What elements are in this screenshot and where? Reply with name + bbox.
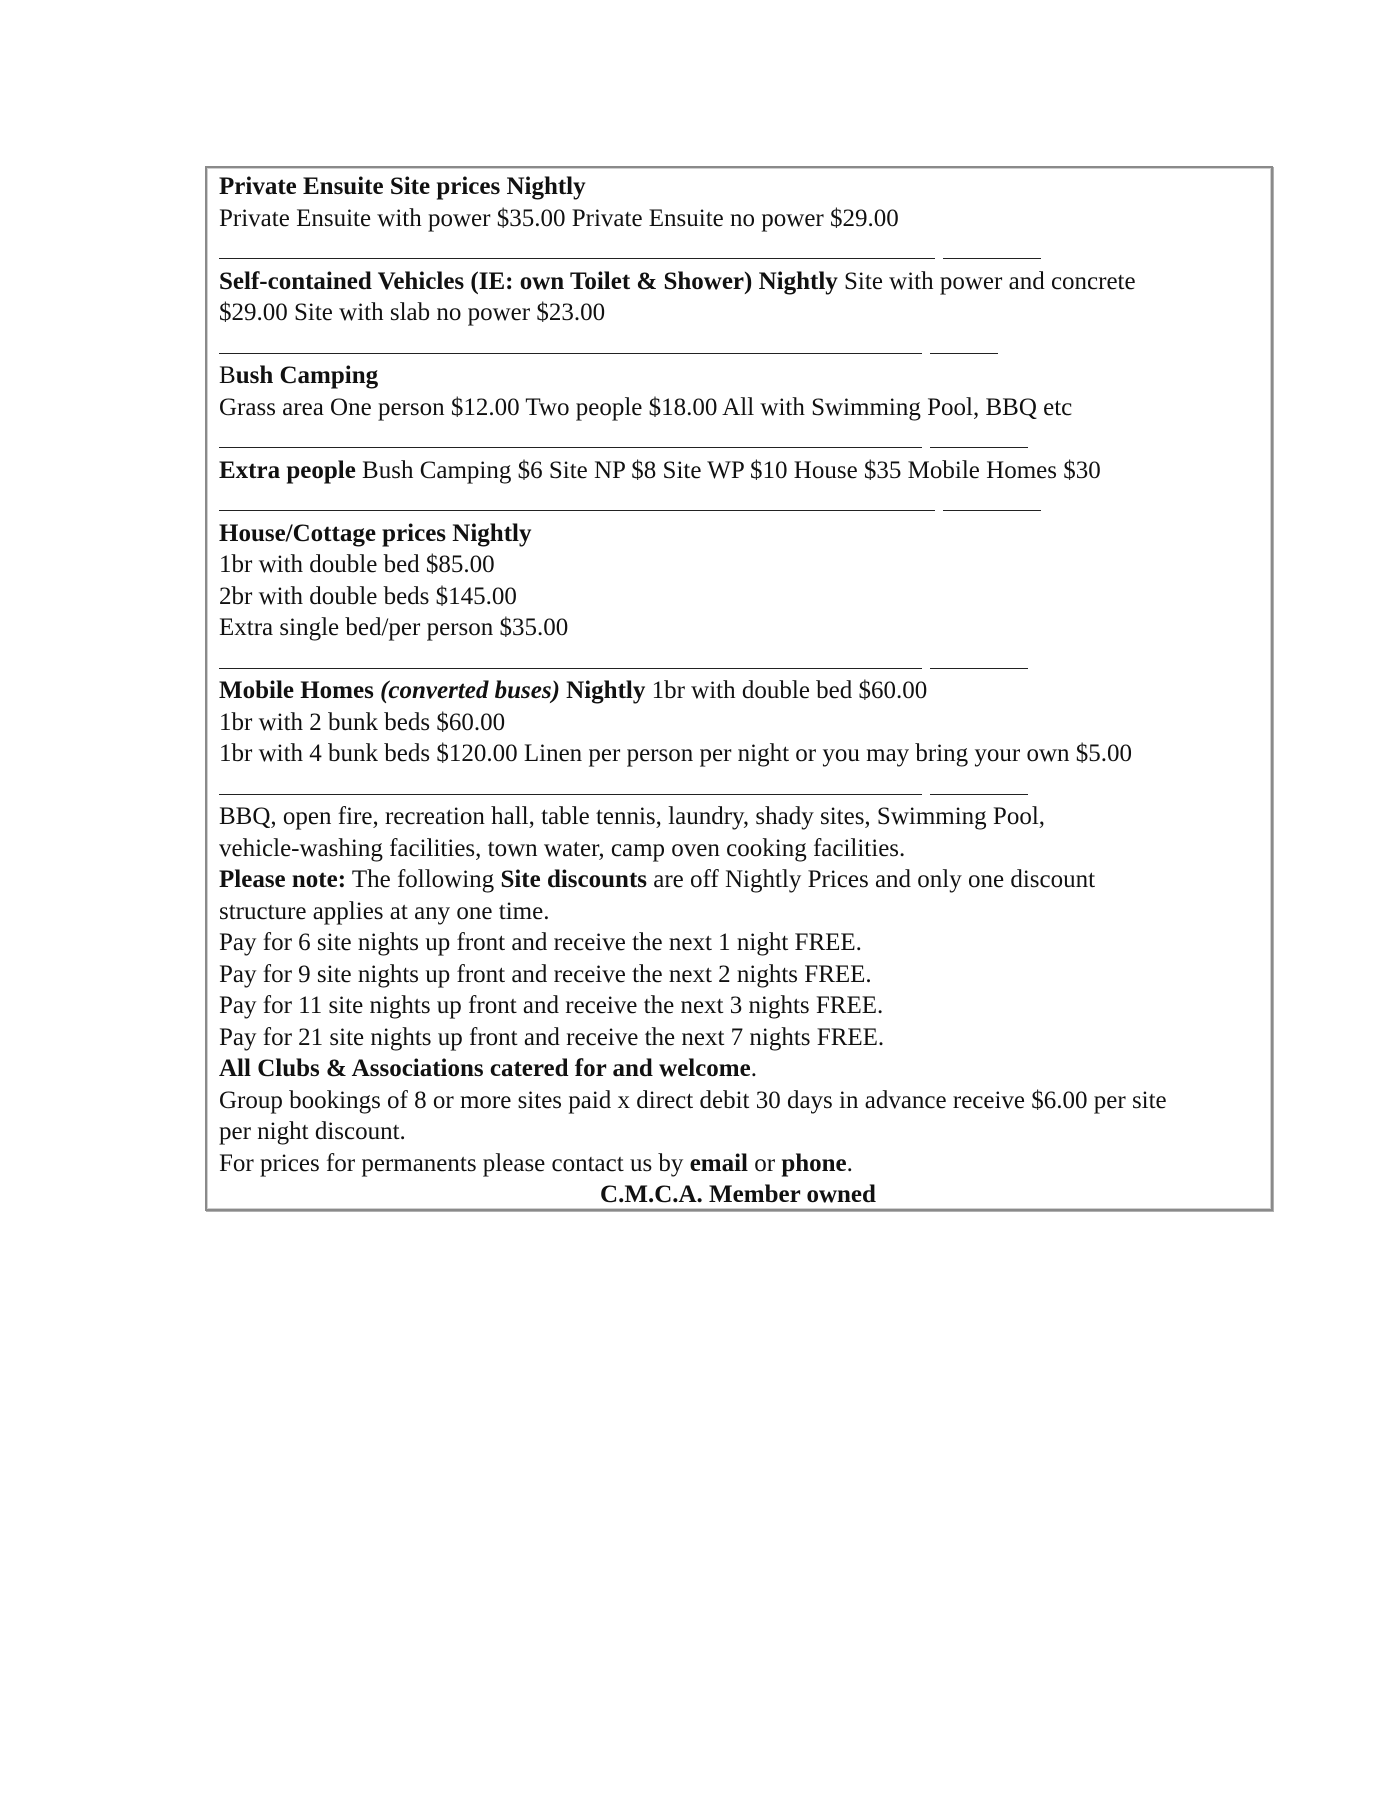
site-discounts-label: Site discounts: [500, 866, 647, 893]
clubs-welcome-line: All Clubs & Associations catered for and welcome.: [219, 1055, 757, 1082]
group-bookings-line-2: per night discount.: [219, 1118, 406, 1145]
phone-label: phone: [781, 1149, 847, 1177]
house-price-item: 1br with double bed $85.00: [219, 551, 495, 578]
extra-people-prices: Bush Camping $6 Site NP $8 Site WP $10 House $35 Mobile Homes $30: [355, 456, 1101, 484]
member-owned-footer: C.M.C.A. Member owned: [600, 1181, 876, 1208]
mobile-homes-price-2: 1br with 2 bunk beds $60.00: [219, 708, 506, 736]
facilities-line-1: BBQ, open fire, recreation hall, table tennis, laundry, shady sites, Swimming Pool,: [219, 803, 1046, 830]
divider-rule: [219, 486, 1257, 518]
bush-camping-prices: Grass area One person $12.00 Two people $18.00 All with Swimming Pool, BBQ etc: [219, 393, 1073, 421]
discount-offer: Pay for 9 site nights up front and receive the next 2 nights FREE.: [219, 960, 872, 988]
ensuite-prices: Private Ensuite with power $35.00 Private Ensuite no power $29.00: [219, 204, 899, 232]
discount-offer: Pay for 6 site nights up front and receive the next 1 night FREE.: [219, 929, 862, 956]
divider-rule: [219, 234, 1257, 266]
self-contained-prices-2: $29.00 Site with slab no power $23.00: [219, 299, 606, 326]
bush-camping-heading: Bush Camping: [219, 362, 379, 389]
facilities-line-2: vehicle-washing facilities, town water, camp oven cooking facilities.: [219, 834, 906, 862]
discount-offer: Pay for 11 site nights up front and receive the next 3 nights FREE.: [219, 992, 884, 1019]
please-note-line: Please note: The following Site discounts are off Nightly Prices and only one discount: [219, 866, 1096, 893]
divider-rule: [219, 423, 1257, 455]
extra-people-line: [219, 455, 1257, 487]
mobile-homes-subheading: (converted buses): [380, 677, 560, 704]
extra-people-heading: Extra people: [219, 456, 356, 484]
ensuite-heading: Private Ensuite Site prices Nightly: [219, 173, 586, 200]
mobile-homes-price-1: 1br with double bed $60.00: [645, 677, 928, 704]
divider-rule: [219, 770, 1257, 802]
mobile-homes-price-3: 1br with 4 bunk beds $120.00 Linen per person per night or you may bring your own $5.00: [219, 740, 1133, 767]
please-note-label: Please note:: [219, 866, 347, 893]
self-contained-prices-1: Site with power and concrete: [837, 267, 1136, 295]
mobile-homes-line: Mobile Homes (converted buses) Nightly 1br with double bed $60.00: [219, 677, 928, 704]
self-contained-line: [219, 266, 1257, 298]
discount-offer: Pay for 21 site nights up front and receive the next 7 nights FREE.: [219, 1023, 885, 1051]
permanents-contact-line: For prices for permanents please contact us by email or phone.: [219, 1149, 853, 1177]
divider-rule: [219, 329, 1257, 361]
mobile-homes-heading: Mobile Homes: [219, 677, 381, 704]
divider-rule: [219, 644, 1257, 676]
self-contained-heading: Self-contained Vehicles (IE: own Toilet & Shower) Nightly: [219, 267, 838, 295]
clubs-welcome-heading: All Clubs & Associations catered for and welcome: [219, 1055, 751, 1082]
house-cottage-heading: House/Cottage prices Nightly: [219, 519, 532, 547]
price-list-box: [205, 166, 1273, 1211]
group-bookings-line-1: Group bookings of 8 or more sites paid x direct debit 30 days in advance receive $6.00 per site: [219, 1086, 1167, 1114]
email-label: email: [689, 1149, 749, 1177]
house-price-item: Extra single bed/per person $35.00: [219, 614, 569, 641]
house-price-item: 2br with double beds $145.00: [219, 582, 517, 610]
please-note-line-2: structure applies at any one time.: [219, 897, 550, 925]
